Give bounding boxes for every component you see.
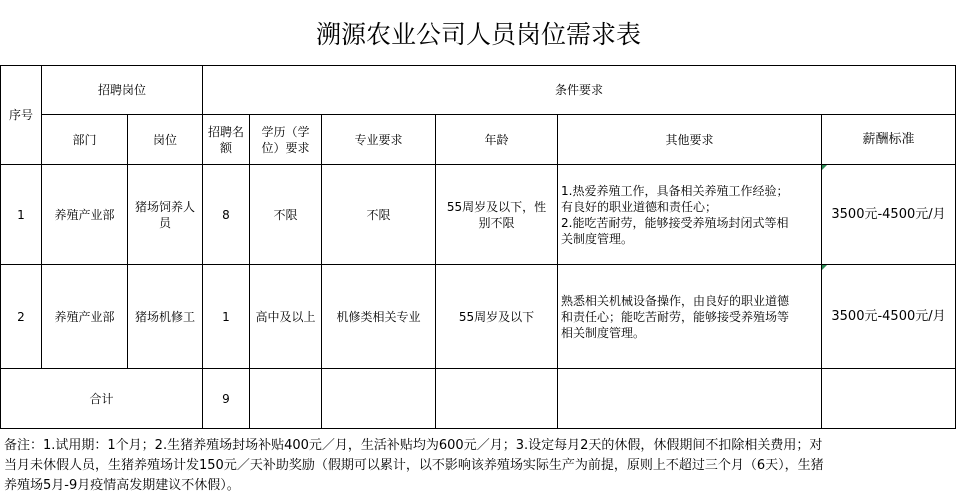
empty-cell xyxy=(436,369,558,429)
row-count: 1 xyxy=(203,265,250,369)
header-age: 年龄 xyxy=(436,115,558,165)
total-count: 9 xyxy=(203,369,250,429)
header-dept: 部门 xyxy=(42,115,128,165)
header-salary: 薪酬标准 xyxy=(822,115,956,165)
remarks-note: 备注：1.试用期：1个月；2.生猪养殖场封场补贴400元／月，生活补贴均为600元／月；3.设定每月2天的休假，休假期间不扣除相关费用；对 当月未休假人员，生猪养殖场计发150元／天补助奖励（假期可以累计，以不影响该养殖场实际生产为前提，原则上不超过三个月（6天），生猪 养殖场5月-9月疫情高发期建议不休假）。 xyxy=(4,438,824,493)
empty-cell xyxy=(250,369,322,429)
row-dept: 养殖产业部 xyxy=(42,265,128,369)
position-requirements-table xyxy=(0,65,956,429)
row-seq: 2 xyxy=(1,265,42,369)
row-age: 55周岁及以下 xyxy=(436,265,558,369)
header-other: 其他要求 xyxy=(558,115,822,165)
header-recruit-group: 招聘岗位 xyxy=(42,66,203,115)
row-count: 8 xyxy=(203,165,250,265)
row-salary: 3500元-4500元/月 xyxy=(822,165,956,265)
header-seq: 序号 xyxy=(1,66,42,165)
empty-cell xyxy=(322,369,436,429)
table-row xyxy=(1,165,956,265)
header-position: 岗位 xyxy=(128,115,203,165)
row-major: 不限 xyxy=(322,165,436,265)
row-other: 熟悉相关机械设备操作，由良好的职业道德 和责任心；能吃苦耐劳，能够接受养殖场等 相关制度管理。 xyxy=(558,265,822,369)
empty-cell xyxy=(558,369,822,429)
row-dept: 养殖产业部 xyxy=(42,165,128,265)
header-major: 专业要求 xyxy=(322,115,436,165)
table-row xyxy=(1,265,956,369)
header-condition-group: 条件要求 xyxy=(203,66,956,115)
row-seq: 1 xyxy=(1,165,42,265)
header-count: 招聘名 额 xyxy=(203,115,250,165)
row-position: 猪场饲养人 员 xyxy=(128,165,203,265)
page-title: 溯源农业公司人员岗位需求表 xyxy=(315,20,641,49)
row-salary: 3500元-4500元/月 xyxy=(822,265,956,369)
total-label: 合计 xyxy=(1,369,203,429)
empty-cell xyxy=(822,369,956,429)
row-major: 机修类相关专业 xyxy=(322,265,436,369)
row-education: 高中及以上 xyxy=(250,265,322,369)
header-education: 学历（学 位）要求 xyxy=(250,115,322,165)
row-position: 猪场机修工 xyxy=(128,265,203,369)
row-other: 1.热爱养殖工作，具备相关养殖工作经验； 有良好的职业道德和责任心； 2.能吃苦耐劳，能够接受养殖场封闭式等相 关制度管理。 xyxy=(558,165,822,265)
row-education: 不限 xyxy=(250,165,322,265)
row-age: 55周岁及以下，性 别不限 xyxy=(436,165,558,265)
total-row xyxy=(1,369,956,429)
